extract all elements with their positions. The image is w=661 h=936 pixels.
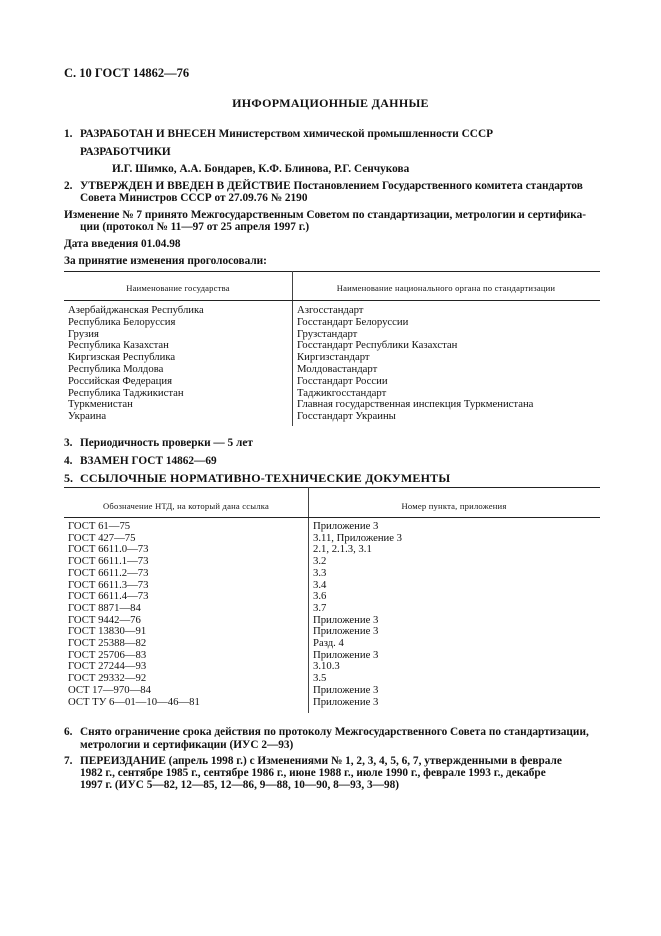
refs-header-clause: Номер пункта, приложения [401,501,507,511]
refs-row-cell-right: 3.3 [313,566,327,579]
change-line2: ции (протокол № 11—97 от 25 апреля 1997 г.) [80,221,310,233]
refs-row-cell-left: ГОСТ 6611.1—73 [68,555,149,568]
votes-row-cell-left: Украина [68,410,107,423]
votes-row-cell-right: Госстандарт России [297,374,388,387]
votes-row-cell-right: Грузстандарт [297,327,358,340]
item4-number: 4. [64,455,73,467]
refs-row-cell-right: Приложение 3 [313,613,379,626]
votes-row-cell-right: Главная государственная инспекция Туркменистана [297,398,534,411]
votes-row-cell-right: Госстандарт Республики Казахстан [297,339,458,352]
refs-row-cell-left: ГОСТ 25706—83 [68,648,147,661]
refs-row-cell-left: ГОСТ 6611.4—73 [68,590,149,603]
refs-row-cell-left: ГОСТ 61—75 [68,520,131,532]
refs-header-doc: Обозначение НТД, на который дана ссылка [102,501,270,511]
refs-row-cell-right: 3.11, Приложение 3 [313,531,403,544]
change-date: Дата введения 01.04.98 [64,238,181,250]
refs-row-cell-right: 3.4 [313,578,327,591]
refs-row-cell-left: ОСТ 17—970—84 [68,683,151,696]
refs-row-cell-right: Приложение 3 [313,683,379,696]
refs-row-cell-right: 2.1, 2.1.3, 3.1 [313,543,372,556]
refs-row-cell-left: ГОСТ 6611.2—73 [68,566,149,579]
refs-row-cell-right: Разд. 4 [313,637,344,649]
votes-row-cell-left: Туркменистан [68,398,133,411]
item6-line2: метрологии и сертификации (ИУС 2—93) [80,739,294,751]
refs-row-cell-left: ОСТ ТУ 6—01—10—46—81 [68,695,200,708]
votes-row-cell-left: Российская Федерация [68,374,172,387]
change-voted: За принятие изменения проголосовали: [64,255,267,267]
refs-row-cell-left: ГОСТ 27244—93 [68,660,147,673]
page-header: С. 10 ГОСТ 14862—76 [64,66,190,80]
refs-row-cell-right: 3.2 [313,555,327,568]
refs-row-cell-left: ГОСТ 6611.3—73 [68,578,149,591]
votes-row-cell-left: Азербайджанская Республика [68,304,204,316]
refs-row-cell-right: Приложение 3 [313,625,379,638]
page-title: ИНФОРМАЦИОННЫЕ ДАННЫЕ [232,96,429,110]
refs-row-cell-left: ГОСТ 8871—84 [68,601,141,614]
refs-row-cell-left: ГОСТ 6611.0—73 [68,543,149,556]
votes-row-cell-left: Киргизская Республика [68,351,176,364]
refs-row-cell-right: Приложение 3 [313,648,379,661]
votes-row-cell-left: Республика Таджикистан [68,386,184,399]
item3-text: Периодичность проверки — 5 лет [80,437,253,449]
refs-row-cell-right: 3.10.3 [313,660,340,673]
votes-row-cell-left: Республика Молдова [68,363,164,375]
refs-row-cell-right: 3.6 [313,590,327,603]
change-line1: Изменение № 7 принято Межгосударственным Советом по стандартизации, метрологии и сертифика- [64,209,587,221]
votes-row-cell-right: Молдовастандарт [297,363,378,375]
item1-line1: РАЗРАБОТАН И ВНЕСЕН Министерством химической промышленности СССР [80,128,493,140]
item5-text: ССЫЛОЧНЫЕ НОРМАТИВНО-ТЕХНИЧЕСКИЕ ДОКУМЕНТЫ [80,471,451,485]
item5-number: 5. [64,471,73,485]
refs-row-cell-left: ГОСТ 427—75 [68,531,136,544]
votes-row-cell-right: Госстандарт Украины [297,410,396,423]
votes-row-cell-left: Грузия [68,327,99,340]
refs-row-cell-left: ГОСТ 25388—82 [68,637,147,649]
item2-line1: УТВЕРЖДЕН И ВВЕДЕН В ДЕЙСТВИЕ Постановлением Государственного комитета стандартов [80,180,583,192]
item1-developers-heading: РАЗРАБОТЧИКИ [80,146,171,158]
item2-number: 2. [64,180,73,192]
item7-line3: 1997 г. (ИУС 5—82, 12—85, 12—86, 9—88, 10—90, 8—93, 3—98) [80,779,400,791]
refs-row-cell-right: Приложение 3 [313,695,379,708]
votes-row-cell-right: Киргизстандарт [297,351,370,364]
refs-row-cell-left: ГОСТ 13830—91 [68,625,147,638]
item1-authors: И.Г. Шимко, А.А. Бондарев, К.Ф. Блинова, Р.Г. Сенчукова [112,163,410,175]
votes-row-cell-right: Госстандарт Белоруссии [297,315,409,328]
item1-number: 1. [64,128,73,140]
item7-line1: ПЕРЕИЗДАНИЕ (апрель 1998 г.) с Изменениями № 1, 2, 3, 4, 5, 6, 7, утвержденными в феврале [80,755,562,767]
votes-header-state: Наименование государства [126,283,230,293]
item6-number: 6. [64,726,73,738]
refs-row-cell-right: 3.7 [313,601,327,614]
item6-line1: Снято ограничение срока действия по протоколу Межгосударственного Совета по стандартизации, [80,726,589,738]
votes-row-cell-left: Республика Белоруссия [68,315,176,328]
refs-row-cell-right: 3.5 [313,672,327,685]
item2-line2: Совета Министров СССР от 27.09.76 № 2190 [80,192,308,204]
votes-row-cell-right: Таджикгосстандарт [297,386,387,399]
item4-text: ВЗАМЕН ГОСТ 14862—69 [80,455,217,467]
refs-row-cell-left: ГОСТ 29332—92 [68,672,147,685]
item3-number: 3. [64,437,73,449]
votes-header-body: Наименование национального органа по стандартизации [336,283,556,293]
refs-row-cell-right: Приложение 3 [313,520,379,532]
item7-line2: 1982 г., сентябре 1985 г., сентябре 1986 г., июне 1988 г., июле 1990 г., феврале 1993 г., декабре [80,767,546,779]
item7-number: 7. [64,755,73,767]
votes-row-cell-left: Республика Казахстан [68,339,169,352]
votes-row-cell-right: Азгосстандарт [297,304,364,316]
refs-row-cell-left: ГОСТ 9442—76 [68,613,141,626]
